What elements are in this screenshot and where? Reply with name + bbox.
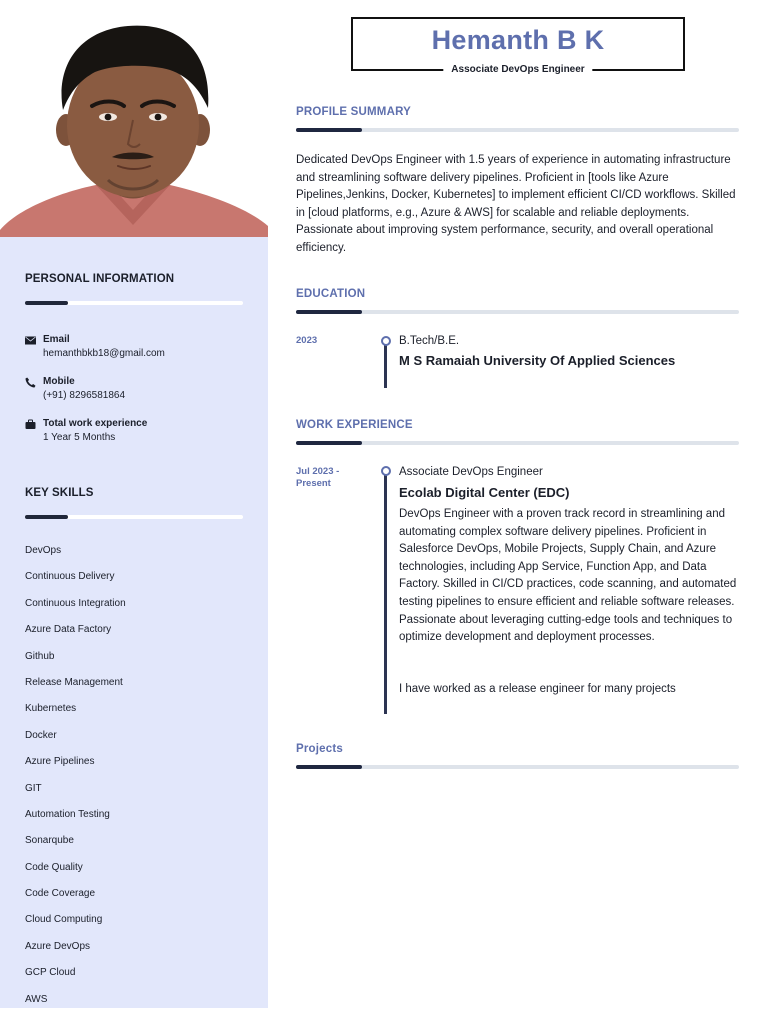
personal-info-list bbox=[25, 334, 243, 443]
education-heading: EDUCATION bbox=[296, 288, 366, 300]
skills-heading: KEY SKILLS bbox=[25, 487, 94, 499]
skills-list bbox=[25, 544, 243, 1019]
skill-item: Docker bbox=[25, 729, 57, 741]
personal-info-section bbox=[25, 273, 243, 443]
skill-item: Azure DevOps bbox=[25, 940, 91, 952]
info-item-mobile bbox=[25, 376, 243, 401]
experience-value: 1 Year 5 Months bbox=[43, 432, 116, 443]
profile-summary-text: Dedicated DevOps Engineer with 1.5 years of experience in automating infrastructure and streamlining software delivery pipelines. Proficient in [tools like Azure Pipelines,Jenkins, Docker, Kubernetes] to implement efficient CI/CD workflows. Skilled in [cloud platforms, e.g., Azure & AWS] for scalable and reliable deployments. Passionate about improving system performance, security, and overall operational efficiency. bbox=[296, 154, 736, 254]
skill-item: Code Coverage bbox=[25, 888, 96, 900]
skill-item: Automation Testing bbox=[25, 808, 110, 820]
experience-label: Total work experience bbox=[43, 418, 148, 429]
mobile-label: Mobile bbox=[43, 376, 75, 387]
work-company: Ecolab Digital Center (EDC) bbox=[399, 485, 570, 500]
skill-item: Azure Data Factory bbox=[25, 624, 112, 636]
briefcase-icon bbox=[25, 419, 36, 430]
work-description: DevOps Engineer with a proven track record in streamlining and automating complex software delivery pipelines. Proficient in Salesforce DevOps, Mobile Projects, Supply Chain, and Azure technologies, including App Service, Function App, and Data Factory. Skilled in CI/CD practices, code scanning, and automated testing pipelines to ensure efficient and reliable software releases. Passionate about leveraging cutting-edge tools and techniques to optimize development and deployment processes. bbox=[399, 508, 737, 644]
sidebar bbox=[0, 20, 268, 1008]
name-header bbox=[351, 17, 685, 75]
skills-section bbox=[25, 487, 243, 1019]
education-rule bbox=[296, 310, 739, 314]
education-date: 2023 bbox=[296, 335, 318, 346]
work-timeline-line bbox=[384, 472, 387, 714]
info-item-email bbox=[25, 334, 243, 359]
work-timeline-dot bbox=[381, 466, 391, 476]
work-date-start: Jul 2023 - bbox=[296, 466, 340, 477]
skill-item: Azure Pipelines bbox=[25, 756, 95, 768]
skill-item: DevOps bbox=[25, 545, 62, 556]
work-experience-rule bbox=[296, 441, 739, 445]
education-degree: B.Tech/B.E. bbox=[399, 335, 460, 347]
mobile-value[interactable]: (+91) 8296581864 bbox=[43, 390, 126, 401]
candidate-role: Associate DevOps Engineer bbox=[443, 64, 592, 76]
skill-item: AWS bbox=[25, 993, 48, 1005]
profile-summary-rule bbox=[296, 128, 739, 132]
skill-item: Cloud Computing bbox=[25, 914, 103, 926]
skill-item: Continuous Delivery bbox=[25, 571, 115, 583]
skill-item: Sonarqube bbox=[25, 835, 74, 847]
skills-rule bbox=[25, 515, 243, 519]
work-note: I have worked as a release engineer for many projects bbox=[399, 683, 676, 695]
phone-icon bbox=[25, 377, 36, 388]
skill-item: Continuous Integration bbox=[25, 597, 126, 609]
projects-rule bbox=[296, 765, 739, 769]
education-timeline-line bbox=[384, 342, 387, 388]
skill-item: Kubernetes bbox=[25, 703, 77, 715]
work-title: Associate DevOps Engineer bbox=[399, 466, 543, 478]
email-label: Email bbox=[43, 334, 70, 345]
skill-item: Release Management bbox=[25, 676, 123, 688]
email-icon bbox=[25, 335, 36, 346]
personal-info-rule bbox=[25, 301, 243, 305]
profile-summary-heading: PROFILE SUMMARY bbox=[296, 106, 412, 118]
profile-photo bbox=[0, 20, 268, 237]
personal-info-heading: PERSONAL INFORMATION bbox=[25, 273, 175, 285]
projects-heading: Projects bbox=[296, 743, 343, 755]
work-date-end: Present bbox=[296, 478, 331, 489]
candidate-name: Hemanth B K bbox=[431, 25, 605, 55]
skill-item: GCP Cloud bbox=[25, 967, 76, 979]
skill-item: GIT bbox=[25, 782, 42, 794]
info-item-experience bbox=[25, 418, 243, 443]
education-institution: M S Ramaiah University Of Applied Sciences bbox=[399, 353, 676, 368]
work-experience-heading: WORK EXPERIENCE bbox=[296, 419, 413, 431]
skill-item: Code Quality bbox=[25, 861, 83, 873]
skill-item: Github bbox=[25, 650, 55, 662]
education-timeline-dot bbox=[381, 336, 391, 346]
email-value[interactable]: hemanthbkb18@gmail.com bbox=[43, 348, 165, 359]
